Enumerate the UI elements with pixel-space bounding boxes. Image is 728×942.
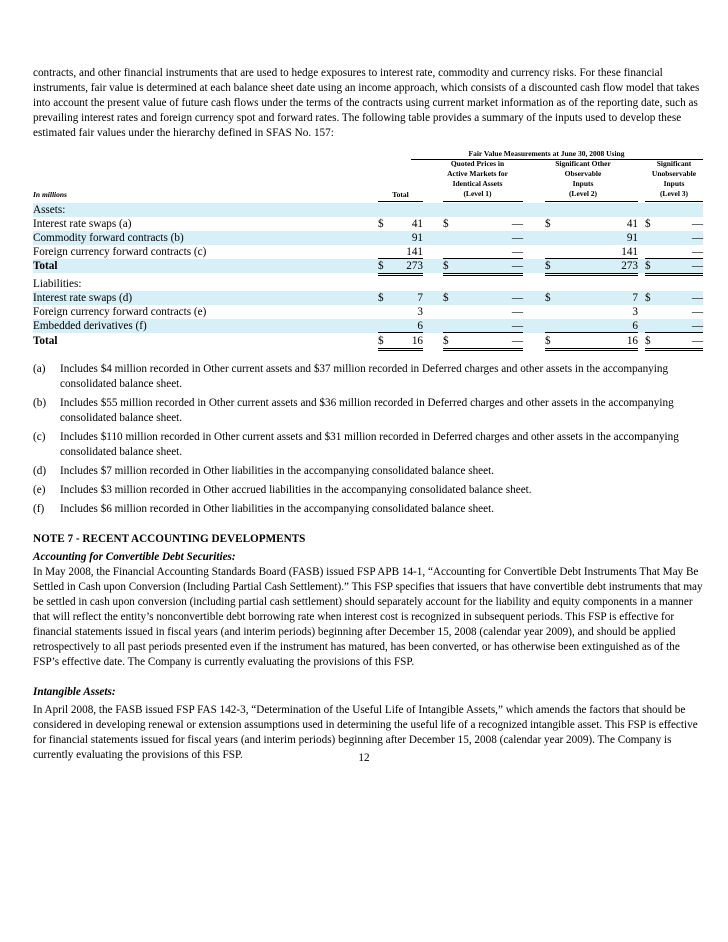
level1-cell <box>443 217 523 231</box>
row-label: Assets: <box>33 204 66 216</box>
total-cell <box>378 259 423 273</box>
intro-paragraph: contracts, and other financial instruments that are used to hedge exposures to interest rate, commodity and currency risks. For these financial instruments, fair value is determined at each balance sheet date using an income approach, which consists of a discounted cash flow model that takes into account the present value of future cash flows under the terms of the contracts using current market information as of the reporting date, such as prevailing interest rates and foreign currency spot and forward rates. The following table provides a summary of the inputs used to develop these estimated fair values under the hierarchy defined in SFAS No. 157: <box>33 67 700 139</box>
table-row <box>33 319 703 333</box>
value: 6 <box>632 320 638 332</box>
col-level1-rule <box>443 201 523 202</box>
value: 3 <box>417 306 423 318</box>
value: 273 <box>406 260 423 272</box>
dollar-sign: $ <box>545 260 551 272</box>
value: 91 <box>626 232 638 244</box>
fair-value-table <box>33 149 703 348</box>
level1-cell <box>443 245 523 259</box>
footnote <box>33 430 703 460</box>
dollar-sign: $ <box>378 260 384 272</box>
value: 7 <box>417 292 423 304</box>
total-cell <box>378 217 423 231</box>
level2-cell <box>545 259 638 273</box>
level2-cell <box>545 231 638 245</box>
col-level2-line: (Level 2) <box>568 189 598 198</box>
col-level1-header <box>430 159 525 199</box>
dollar-sign: $ <box>645 292 651 304</box>
col-level3-line: Unobservable <box>651 169 697 178</box>
level1-cell <box>443 334 523 348</box>
dollar-sign: $ <box>545 292 551 304</box>
footnote-text: Includes $6 million recorded in Other liabilities in the accompanying consolidated balance sheet. <box>60 503 495 515</box>
table-row <box>33 305 703 319</box>
row-label: Total <box>33 260 58 272</box>
value: — <box>691 246 703 258</box>
footnote-text: Includes $3 million recorded in Other accrued liabilities in the accompanying consolidated balance sheet. <box>60 484 532 496</box>
table-row-total <box>33 334 703 348</box>
subtotal-rule <box>545 332 638 333</box>
level2-cell <box>545 217 638 231</box>
total-cell <box>378 231 423 245</box>
value: — <box>511 320 523 332</box>
value: — <box>511 218 523 230</box>
col-level2-header <box>533 159 633 199</box>
footnote <box>33 464 703 479</box>
section-heading: Accounting for Convertible Debt Securities: <box>33 551 236 563</box>
total-double-rule <box>378 348 423 351</box>
footnote <box>33 502 703 517</box>
footnote <box>33 396 703 426</box>
footnote-text: Includes $55 million recorded in Other current assets and $36 million recorded in Deferred charges and other assets in the accompanying consolidated balance sheet. <box>60 397 674 424</box>
row-label: Embedded derivatives (f) <box>33 320 147 332</box>
footnote <box>33 362 703 392</box>
total-double-rule <box>645 348 703 351</box>
total-cell <box>378 291 423 305</box>
level3-cell <box>645 291 703 305</box>
value: — <box>691 232 703 244</box>
total-double-rule <box>443 273 523 276</box>
units-label: In millions <box>33 190 67 199</box>
footnote-key: (c) <box>33 431 46 443</box>
dollar-sign: $ <box>378 218 384 230</box>
row-label: Foreign currency forward contracts (e) <box>33 306 207 318</box>
table-row <box>33 245 703 259</box>
col-level3-header <box>639 159 709 199</box>
footnote-text: Includes $7 million recorded in Other liabilities in the accompanying consolidated balance sheet. <box>60 465 495 477</box>
level2-cell <box>545 319 638 333</box>
col-level3-line: Inputs <box>663 179 685 188</box>
level3-cell <box>645 245 703 259</box>
table-row-total <box>33 259 703 273</box>
col-level2-line: Significant Other <box>555 159 611 168</box>
col-total-header: Total <box>392 190 409 199</box>
level3-cell <box>645 217 703 231</box>
col-level2-rule <box>545 201 638 202</box>
value: 41 <box>411 218 423 230</box>
value: — <box>691 260 703 272</box>
footnote <box>33 483 703 498</box>
col-level1-line: (Level 1) <box>463 189 492 198</box>
level3-cell <box>645 334 703 348</box>
dollar-sign: $ <box>443 260 449 272</box>
col-level1-line: Identical Assets <box>452 179 503 188</box>
dollar-sign: $ <box>378 292 384 304</box>
total-double-rule <box>545 348 638 351</box>
value: 16 <box>411 335 423 347</box>
total-double-rule <box>443 348 523 351</box>
level1-cell <box>443 291 523 305</box>
dollar-sign: $ <box>443 335 449 347</box>
col-level3-rule <box>645 201 703 202</box>
value: — <box>691 306 703 318</box>
table-row <box>33 217 703 231</box>
dollar-sign: $ <box>645 335 651 347</box>
value: — <box>691 335 703 347</box>
level2-cell <box>545 334 638 348</box>
value: 6 <box>417 320 423 332</box>
total-double-rule <box>645 273 703 276</box>
row-label: Interest rate swaps (d) <box>33 292 133 304</box>
level3-cell <box>645 231 703 245</box>
row-label: Liabilities: <box>33 278 82 290</box>
value: 141 <box>621 246 638 258</box>
subtotal-rule <box>443 332 523 333</box>
total-cell <box>378 334 423 348</box>
row-label: Commodity forward contracts (b) <box>33 232 184 244</box>
col-level2-line: Observable <box>564 169 602 178</box>
dollar-sign: $ <box>545 335 551 347</box>
level1-cell <box>443 259 523 273</box>
total-cell <box>378 319 423 333</box>
col-level2-line: Inputs <box>572 179 594 188</box>
total-double-rule <box>378 273 423 276</box>
dollar-sign: $ <box>378 335 384 347</box>
row-label: Foreign currency forward contracts (c) <box>33 246 207 258</box>
dollar-sign: $ <box>443 218 449 230</box>
total-cell <box>378 245 423 259</box>
value: — <box>691 320 703 332</box>
footnote-text: Includes $4 million recorded in Other current assets and $37 million recorded in Deferred charges and other assets in the accompanying consolidated balance sheet. <box>60 363 669 390</box>
footnote-key: (d) <box>33 465 47 477</box>
value: — <box>511 260 523 272</box>
value: 41 <box>626 218 638 230</box>
subtotal-rule <box>378 332 423 333</box>
subtotal-rule <box>645 332 703 333</box>
document-page <box>33 66 703 763</box>
dollar-sign: $ <box>545 218 551 230</box>
value: 141 <box>406 246 423 258</box>
dollar-sign: $ <box>645 260 651 272</box>
value: 7 <box>632 292 638 304</box>
value: 273 <box>621 260 638 272</box>
section-body: In April 2008, the FASB issued FSP FAS 142-3, “Determination of the Useful Life of Intangible Assets,” which amends the factors that should be considered in developing renewal or extension assumptions used in determining the useful life of a recognized intangible asset. This FSP is effective for financial statements issued for fiscal years (and interim periods) beginning after December 15, 2008 (calendar year 2009). The Company is currently evaluating the provisions of this FSP. <box>33 704 698 761</box>
col-level1-line: Quoted Prices in <box>450 159 505 168</box>
total-double-rule <box>545 273 638 276</box>
row-label: Interest rate swaps (a) <box>33 218 132 230</box>
footnote-key: (f) <box>33 503 45 515</box>
group-header: Fair Value Measurements at June 30, 2008 Using <box>468 149 625 158</box>
total-cell <box>378 305 423 319</box>
table-row <box>33 231 703 245</box>
dollar-sign: $ <box>443 292 449 304</box>
section-body: In May 2008, the Financial Accounting Standards Board (FASB) issued FSP APB 14-1, “Accounting for Convertible Debt Instruments That May Be Settled in Cash upon Conversion (Including Partial Cash Settlement).” This FSP specifies that issuers that have convertible debt instruments that may be settled in cash upon conversion (including partial cash settlement) should separately account for the liability and equity components in a manner that will reflect the entity’s nonconvertible debt borrowing rate when interest cost is recognized in subsequent periods. This FSP is effective for financial statements issued in fiscal years (and interim periods) beginning after December 15, 2008 (calendar year 2009), and should be applied retrospectively to all past periods presented even if the instrument has matured, has been converted, or has otherwise been extinguished as of the FSP’s effective date. The Company is currently evaluating the provisions of this FSP. <box>33 566 703 668</box>
section-heading: Intangible Assets: <box>33 686 116 698</box>
value: 16 <box>626 335 638 347</box>
value: — <box>511 292 523 304</box>
value: — <box>511 306 523 318</box>
footnote-key: (b) <box>33 397 47 409</box>
col-total-rule <box>378 201 423 202</box>
footnote-key: (a) <box>33 363 46 375</box>
level3-cell <box>645 319 703 333</box>
value: — <box>691 218 703 230</box>
page-number: 12 <box>358 752 370 764</box>
level1-cell <box>443 305 523 319</box>
level2-cell <box>545 305 638 319</box>
table-row <box>33 277 703 291</box>
col-level3-line: (Level 3) <box>659 189 689 198</box>
value: — <box>511 232 523 244</box>
dollar-sign: $ <box>645 218 651 230</box>
level1-cell <box>443 231 523 245</box>
level3-cell <box>645 259 703 273</box>
table-row <box>33 291 703 305</box>
row-label: Total <box>33 335 58 347</box>
level3-cell <box>645 305 703 319</box>
footnote-text: Includes $110 million recorded in Other current assets and $31 million recorded in Deferred charges and other assets in the accompanying consolidated balance sheet. <box>60 431 679 458</box>
level2-cell <box>545 245 638 259</box>
level2-cell <box>545 291 638 305</box>
col-level3-line: Significant <box>656 159 692 168</box>
footnote-key: (e) <box>33 484 46 496</box>
note-title: NOTE 7 - RECENT ACCOUNTING DEVELOPMENTS <box>33 533 306 545</box>
value: — <box>511 246 523 258</box>
value: — <box>691 292 703 304</box>
value: 3 <box>632 306 638 318</box>
col-level1-line: Active Markets for <box>447 169 508 178</box>
value: 91 <box>411 232 423 244</box>
table-header <box>33 149 703 203</box>
value: — <box>511 335 523 347</box>
level1-cell <box>443 319 523 333</box>
table-row <box>33 203 703 217</box>
